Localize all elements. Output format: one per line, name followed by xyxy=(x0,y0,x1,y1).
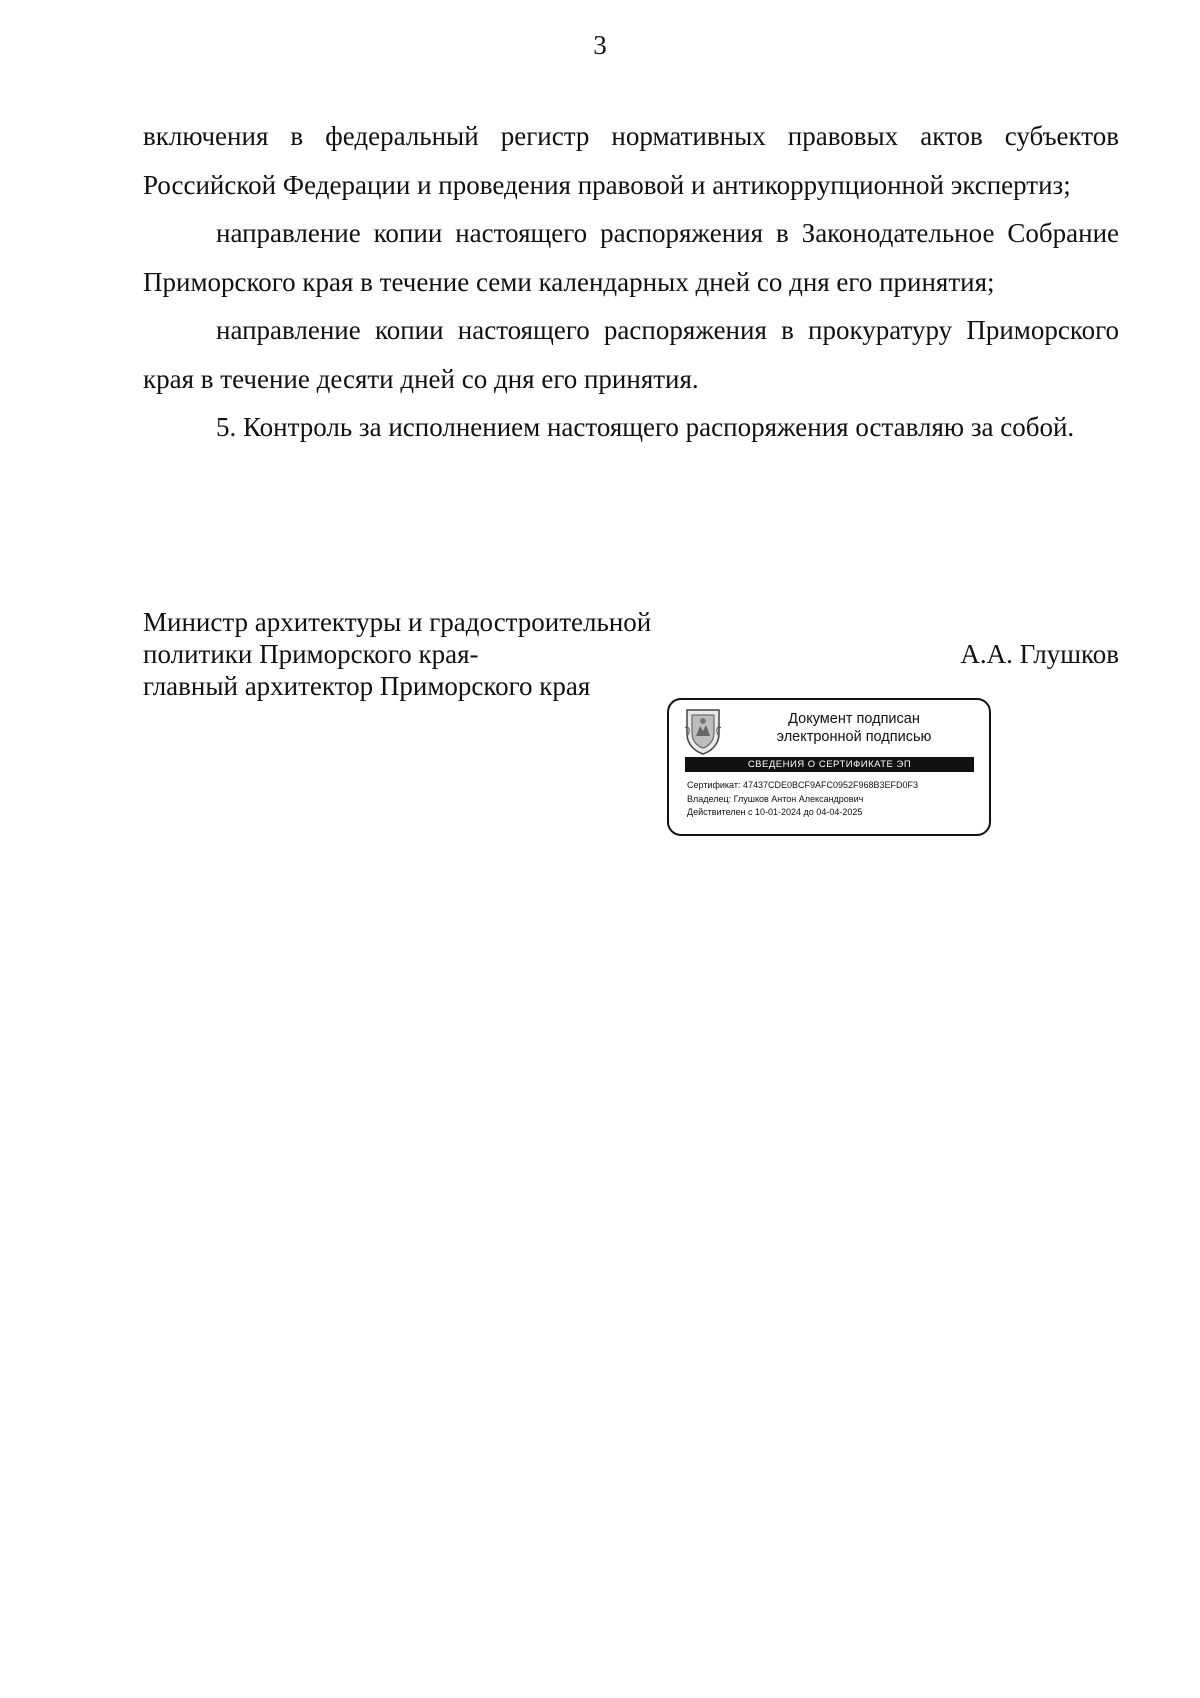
paragraph-control: 5. Контроль за исполнением настоящего распоряжения оставляю за собой. xyxy=(216,412,1075,442)
paragraph-legislative-assembly: направление копии настоящего распоряжения в Законодательное Собрание Приморского края в течение семи календарных дней со дня его принятия; xyxy=(143,218,1119,297)
stamp-title xyxy=(729,710,979,746)
certificate-number: Сертификат: 47437CDE0BCF9AFC0952F968B3EFD0F3 xyxy=(687,780,919,790)
signer-name: А.А. Глушков xyxy=(960,639,1119,669)
paragraph-continuation: включения в федеральный регистр нормативных правовых актов субъектов Российской Федерации и проведения правовой и антикоррупционной экспертиз; xyxy=(143,121,1119,200)
stamp-title-line: Документ подписан xyxy=(788,711,920,727)
paragraph-prosecutor: направление копии настоящего распоряжения в прокуратуру Приморского края в течение десяти дней со дня его принятия. xyxy=(143,315,1119,394)
page-number: 3 xyxy=(593,30,607,60)
document-body xyxy=(143,112,1119,452)
certificate-owner: Владелец: Глушков Антон Александрович xyxy=(687,793,864,804)
coat-of-arms-icon xyxy=(683,706,723,756)
certificate-header: СВЕДЕНИЯ О СЕРТИФИКАТЕ ЭП xyxy=(685,757,974,772)
signer-position xyxy=(143,606,651,702)
signer-position-line: политики Приморского края- xyxy=(143,639,479,669)
e-signature-stamp xyxy=(667,698,991,836)
signer-position-line: Министр архитектуры и градостроительной xyxy=(143,607,652,637)
stamp-title-line: электронной подписью xyxy=(776,729,932,745)
signer-position-line: главный архитектор Приморского края xyxy=(143,671,591,701)
certificate-details xyxy=(687,779,918,820)
certificate-validity: Действителен с 10-01-2024 до 04-04-2025 xyxy=(687,807,863,817)
